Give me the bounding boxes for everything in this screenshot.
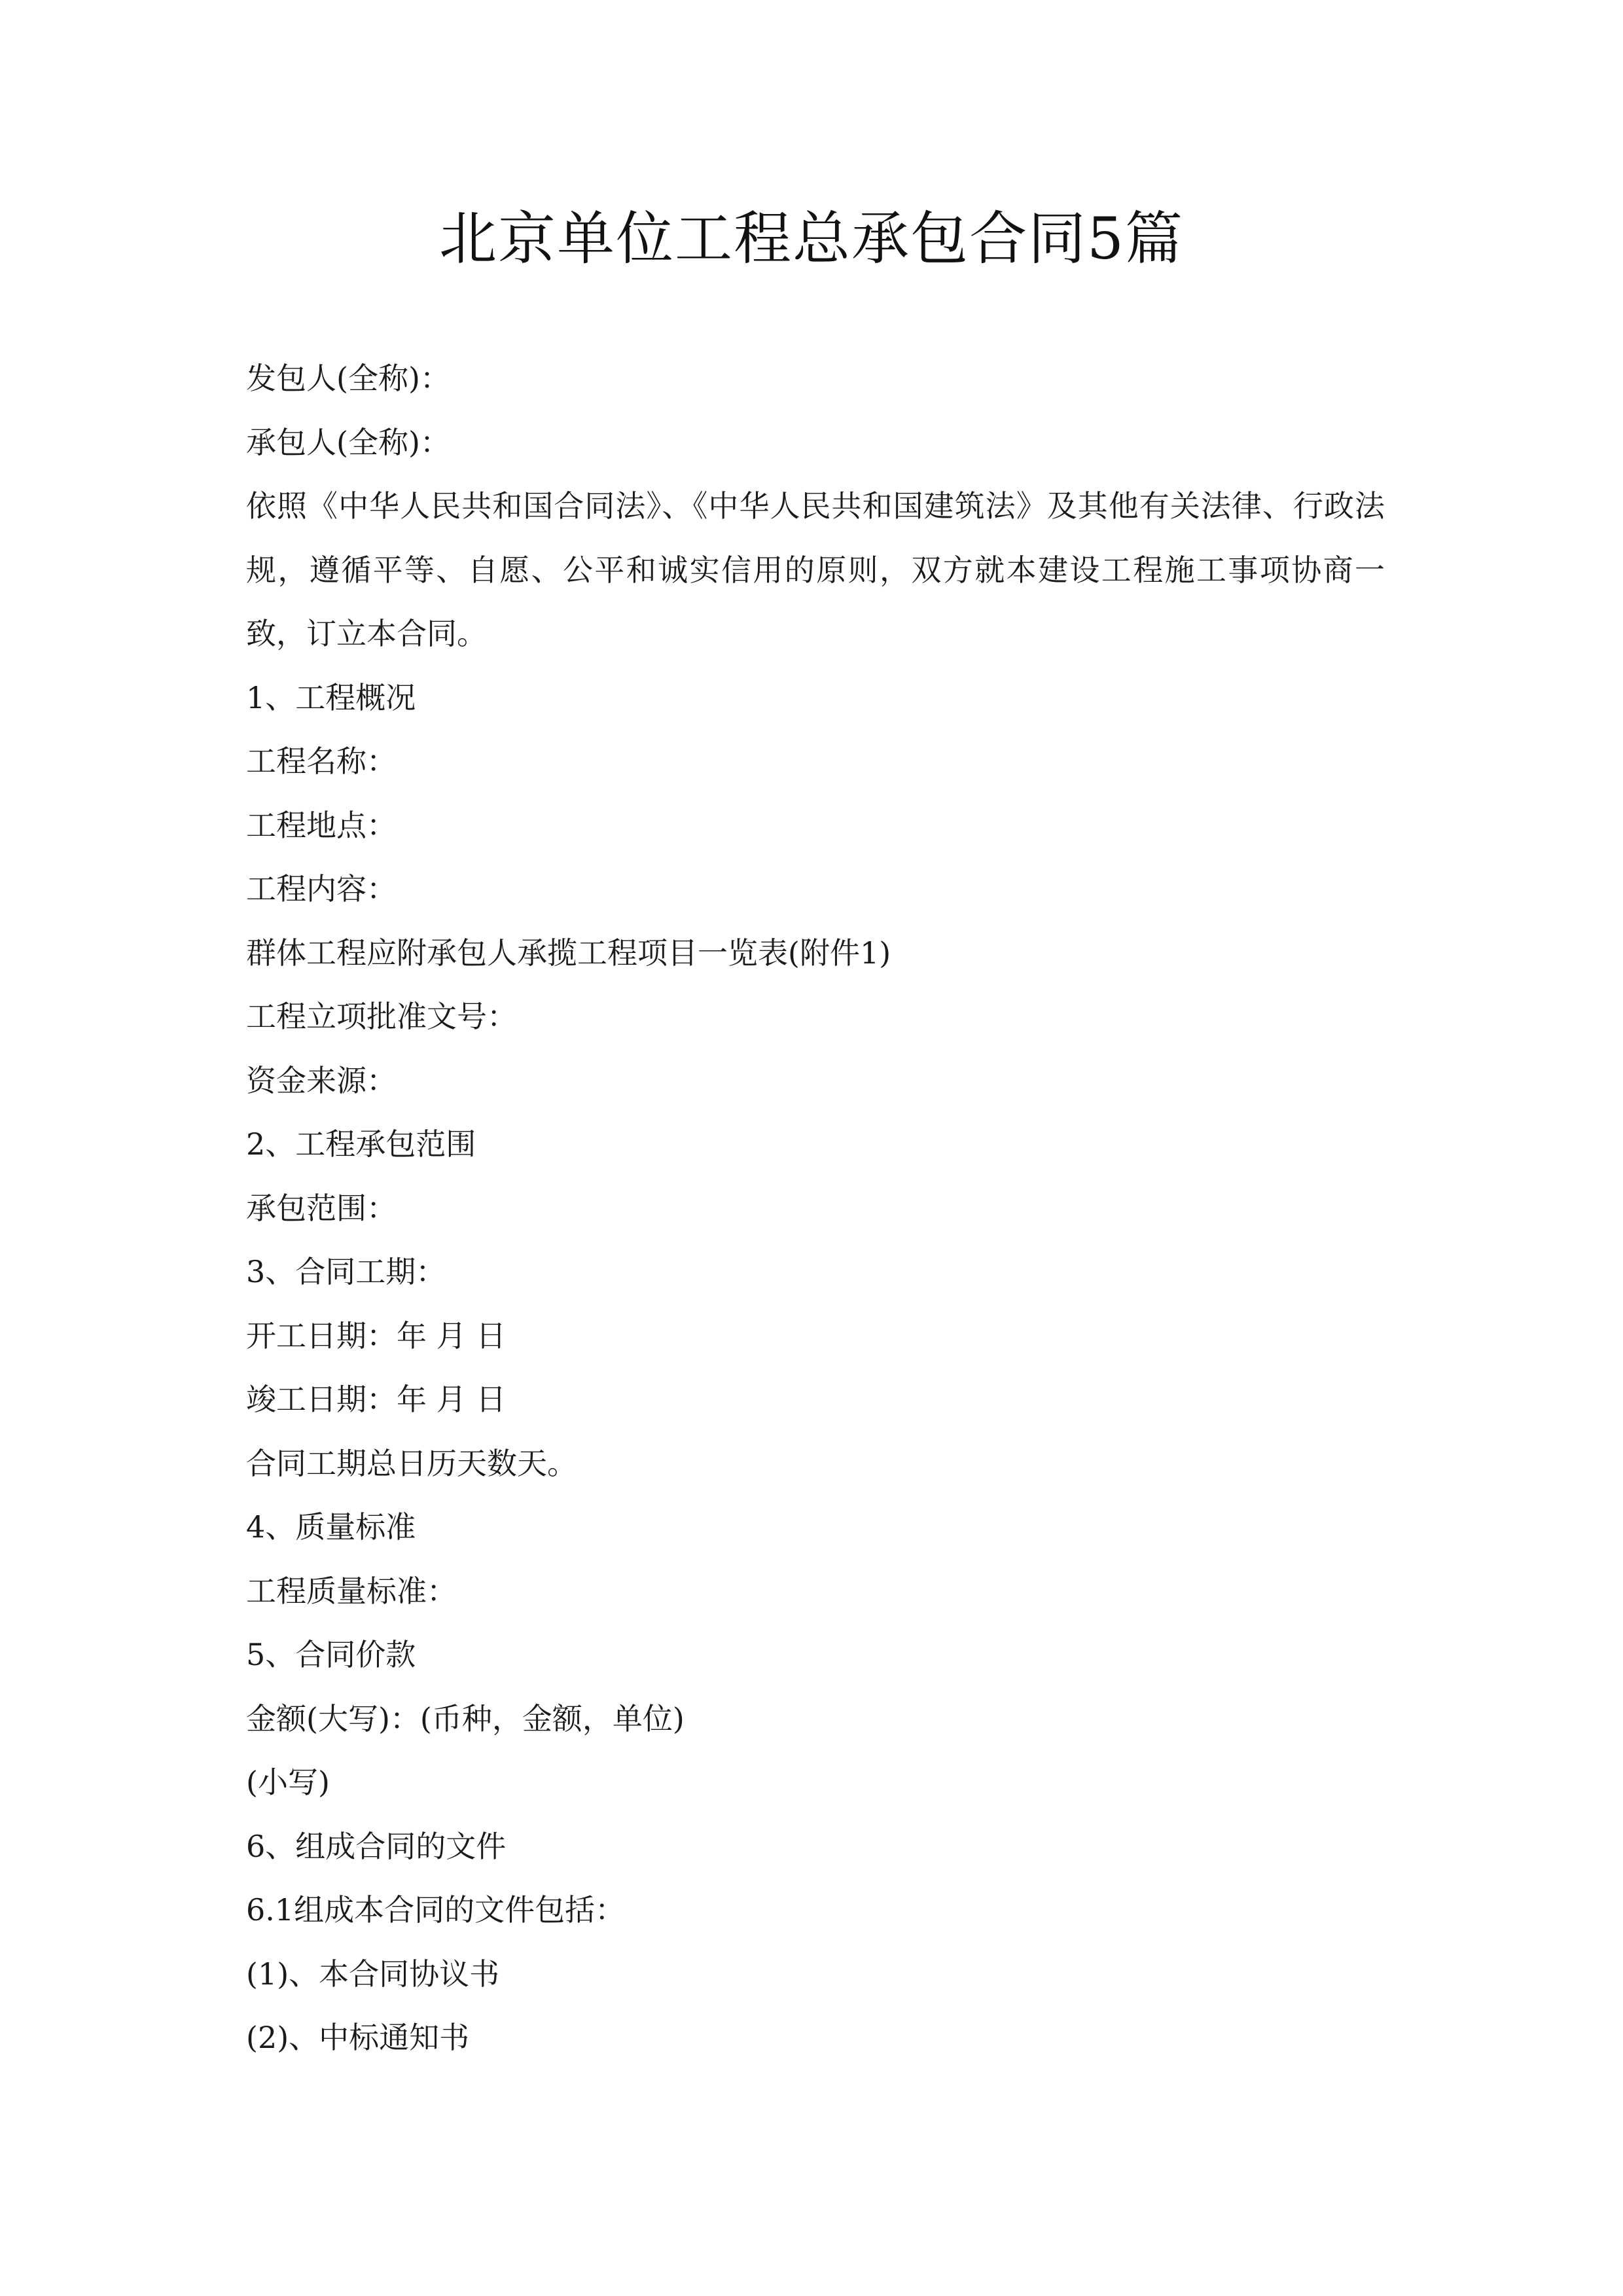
document-item-1: (1)、本合同协议书 bbox=[246, 1956, 500, 1992]
project-location-line: 工程地点： bbox=[246, 807, 397, 843]
section-6-heading: 6、组成合同的文件 bbox=[246, 1828, 507, 1864]
section-5-heading: 5、合同价款 bbox=[246, 1637, 416, 1672]
completion-date-line: 竣工日期：年 月 日 bbox=[246, 1382, 507, 1417]
scope-line: 承包范围： bbox=[246, 1190, 397, 1226]
document-body bbox=[246, 347, 1385, 2070]
section-1-heading: 1、工程概况 bbox=[246, 679, 416, 715]
amount-figures-line: (小写) bbox=[246, 1765, 330, 1800]
clause-6-1-line: 6.1组成本合同的文件包括： bbox=[246, 1892, 626, 1928]
document-item-2: (2)、中标通知书 bbox=[246, 2020, 470, 2055]
project-list-note: 群体工程应附承包人承揽工程项目一览表(附件1) bbox=[246, 935, 891, 971]
total-days-line: 合同工期总日历天数天。 bbox=[246, 1445, 577, 1481]
section-2-heading: 2、工程承包范围 bbox=[246, 1126, 476, 1162]
section-4-heading: 4、质量标准 bbox=[246, 1509, 416, 1545]
document-title: 北京单位工程总承包合同5篇 bbox=[439, 205, 1184, 272]
quality-standard-line: 工程质量标准： bbox=[246, 1573, 457, 1609]
project-content-line: 工程内容： bbox=[246, 871, 397, 906]
start-date-line: 开工日期：年 月 日 bbox=[246, 1318, 507, 1354]
party-b-line: 承包人(全称)： bbox=[246, 424, 450, 460]
approval-number-line: 工程立项批准文号： bbox=[246, 999, 517, 1034]
party-a-line: 发包人(全称)： bbox=[246, 361, 450, 396]
section-3-heading: 3、合同工期： bbox=[246, 1254, 446, 1289]
preamble-paragraph: 依照《中华人民共和国合同法》、《中华人民共和国建筑法》及其他有关法律、行政法规，遵循平等、自愿、公平和诚实信用的原则，双方就本建设工程施工事项协商一致，订立本合同。 bbox=[246, 488, 1385, 651]
funding-source-line: 资金来源： bbox=[246, 1062, 397, 1098]
project-name-line: 工程名称： bbox=[246, 744, 397, 779]
amount-words-line: 金额(大写)：(币种，金额，单位) bbox=[246, 1700, 685, 1736]
